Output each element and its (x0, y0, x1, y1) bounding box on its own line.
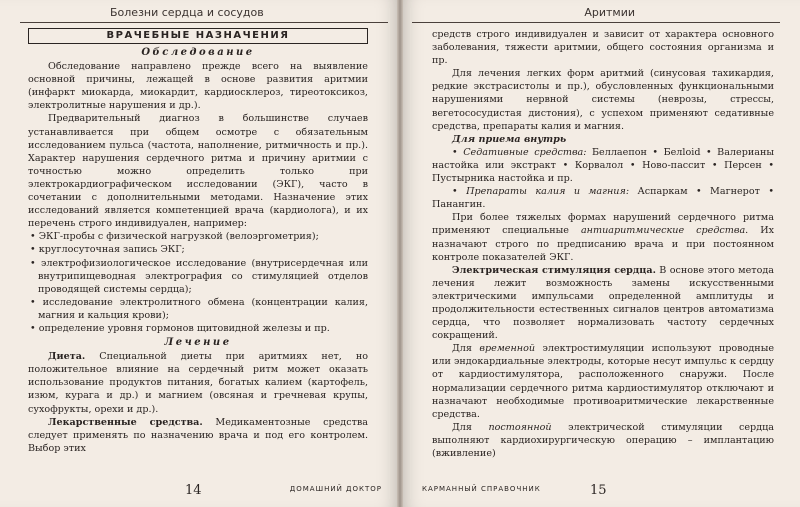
stimulation-label: Электрическая стимуляция сердца. (452, 264, 656, 276)
bullet-item: • ЭКГ-пробы с физической нагрузкой (велоэргометрия); (28, 230, 368, 243)
stimulation-text: В основе этого метода лечения лежит возможность замены искусственными электрическими импульсами определенной амплитуды и продолжительности естественных сигналов центров автоматизма сердца, что позволяет нормализовать частоту сердечных сокращений. (432, 264, 774, 342)
header-rule-left (20, 22, 388, 23)
header-rule-right (412, 22, 780, 23)
paragraph-temporary: Для временной электростимуляции используют проводные или эндокардиальные электроды, которые несут импульс к сердцу от кардиостимулятора, расположенного снаружи. После нормализации сердечного ритма кардиостимулятор отключают и назначают необходимые противоаритмические лекарственные средства. (432, 343, 775, 420)
left-text-column (28, 28, 368, 455)
book-gutter (397, 0, 403, 507)
subheading-oral: Для приема внутрь (452, 133, 567, 145)
footer-left: ДОМАШНИЙ ДОКТОР (289, 485, 382, 493)
paragraph-diet (28, 350, 368, 415)
paragraph: Для лечения легких форм аритмий (синусовая тахикардия, редкие экстрасистолы и пр.), обусловленных функциональными нарушениями нервной системы (неврозы, стрессы, вегетососудистая дистония), с успехом применяют седативные средства, препараты калия и магния. (432, 68, 774, 132)
diet-text: Специальной диеты при аритмиях нет, но положительное влияние на сердечный ритм может оказать использование продуктов питания, богатых калием (картофель, изюм, курага и др.) и магнием (овсяная и гречневая крупы, сухофрукты, орехи и др.). (28, 351, 368, 415)
footer-right: КАРМАННЫЙ СПРАВОЧНИК (422, 485, 541, 493)
sedatives-label: Седативные средства: (463, 146, 587, 158)
paragraph-permanent: Для постоянной электрической стимуляции сердца выполняют кардиохирургическую операцию – имплантацию (вживление) (432, 421, 774, 459)
paragraph-drugs (28, 416, 368, 455)
paragraph-potassium: • Препараты калия и магния: Аспаркам • Магнерот • Панангин. (432, 186, 774, 211)
paragraph-sedatives: • Седативные средства: Беллаепон • Белloid • Валерианы настойка или экстракт • Корвалол • Ново-пассит • Персен • Пустырника настойка и пр. (432, 146, 774, 185)
page-number-right: 15 (590, 483, 607, 498)
paragraph-stimulation (432, 264, 774, 343)
running-head-right: Аритмии (584, 6, 635, 19)
right-page (400, 0, 800, 507)
potassium-label: Препараты калия и магния: (466, 186, 630, 198)
sedatives-text: Беллаепон • Белloid • Валерианы настойка или экстракт • Корвалол • Ново-пассит • Персен • Пустырника настойка и пр. (432, 146, 774, 185)
right-text-column (432, 28, 774, 460)
drugs-text: Медикаментозные средства следует применять по назначению врача и под его контролем. Выбор этих (28, 416, 368, 454)
section-title-box: ВРАЧЕБНЫЕ НАЗНАЧЕНИЯ (28, 28, 368, 44)
bullet-item: • исследование электролитного обмена (концентрации калия, магния и кальция крови); (28, 296, 368, 322)
subheading-treatment: Лечение (164, 337, 232, 349)
subheading-examination: Обследование (141, 47, 255, 58)
paragraph: Обследование направлено прежде всего на выявление основной причины, лежащей в основе развития аритмии (инфаркт миокарда, миокардит, кардиосклероз, тиреотоксикоз, электролитные нарушения и др.). (28, 61, 368, 112)
bullet-item: • определение уровня гормонов щитовидной железы и пр. (28, 322, 368, 335)
diet-label: Диета. (48, 351, 86, 363)
bullet-item: • электрофизиологическое исследование (внутрисердечная или внутрипищеводная электрография со стимуляцией отделов проводящей системы сердца); (28, 257, 368, 296)
paragraph-antiarrhythmic: При более тяжелых формах нарушений сердечного ритма применяют специальные антиаритмические средства. Их назначают строго по предписанию врача и при постоянном контроле показателей ЭКГ. (432, 212, 775, 263)
potassium-text: Аспаркам • Магнерот • Панангин. (432, 186, 774, 211)
page-number-left: 14 (185, 483, 202, 498)
bullet-item: • круглосуточная запись ЭКГ; (28, 243, 368, 256)
paragraph: средств строго индивидуален и зависит от характера основного заболевания, тяжести аритмии, общего состояния организма и пр. (432, 29, 774, 67)
drugs-label: Лекарственные средства. (48, 416, 203, 428)
paragraph: Предварительный диагноз в большинстве случаев устанавливается при общем осмотре с обязательным исследованием пульса (частота, наполнение, ритмичность и пр.). Характер нарушения сердечного ритма и причину аритмии с точностью можно определить только при электрокардиографическом исследовании (ЭКГ), часто в сочетании с дополнительными методами. Назначение этих исследований является компетенцией врача (кардиолога), и их перечень строго индивидуален, например: (28, 113, 368, 230)
running-head-left: Болезни сердца и сосудов (110, 6, 264, 19)
